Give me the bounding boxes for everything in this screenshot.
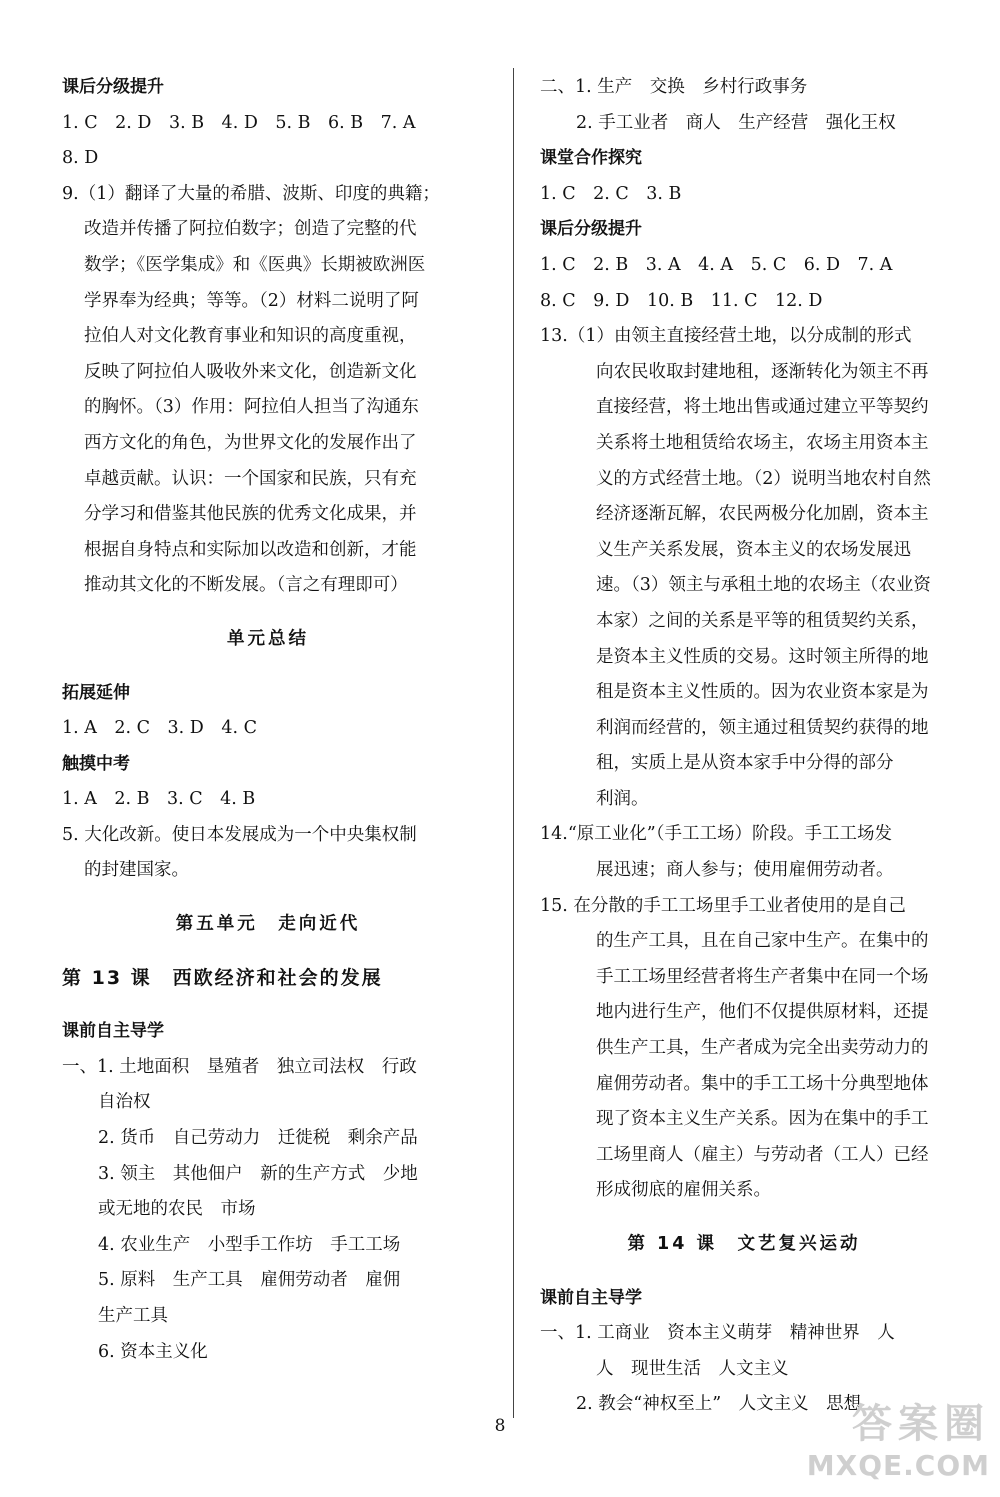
text-line: 人 现世生活 人文主义 — [596, 1358, 789, 1379]
column-divider — [513, 68, 514, 1418]
text-line: 5. 大化改新。使日本发展成为一个中央集权制 — [62, 824, 417, 845]
text-line: 2. 货币 自己劳动力 迁徙税 剩余产品 — [98, 1128, 418, 1149]
text-line: 推动其文化的不断发展。（言之有理即可） — [84, 575, 408, 596]
text-line: 经济逐渐瓦解，农民两极分化加剧，资本主 — [596, 504, 929, 525]
text-line: 利润。 — [596, 788, 649, 809]
section-heading: 拓展延伸 — [62, 682, 130, 703]
text-line: 拉伯人对文化教育事业和知识的高度重视， — [84, 326, 417, 347]
section-heading: 课前自主导学 — [540, 1287, 642, 1308]
text-line: 1. C 2. C 3. B — [540, 183, 682, 204]
text-line: 1. A 2. C 3. D 4. C — [62, 718, 257, 739]
text-line: 1. C 2. D 3. B 4. D 5. B 6. B 7. A — [62, 112, 416, 133]
section-heading: 课堂合作探究 — [540, 148, 642, 169]
text-line: 租，实质上是从资本家手中分得的部分 — [596, 753, 894, 774]
text-line: 现了资本主义生产关系。因为在集中的手工 — [596, 1109, 929, 1130]
watermark-logo — [800, 1400, 990, 1492]
right-column — [540, 70, 948, 1423]
text-line: 3. 领主 其他佃户 新的生产方式 少地 — [98, 1163, 418, 1184]
text-line: 4. 农业生产 小型手工作坊 手工工场 — [98, 1234, 401, 1255]
section-heading: 课前自主导学 — [62, 1021, 164, 1042]
section-heading: 课后分级提升 — [540, 219, 642, 240]
text-line: 或无地的农民 市场 — [98, 1199, 256, 1220]
spacer — [62, 889, 474, 907]
spacer — [540, 1209, 948, 1227]
text-line: 的胸怀。（3）作用：阿拉伯人担当了沟通东 — [84, 397, 419, 418]
text-line: 手工工场里经营者将生产者集中在同一个场 — [596, 966, 929, 987]
watermark-title: 答案圈 — [852, 1401, 990, 1447]
text-line: 15. 在分散的手工工场里手工业者使用的是自己 — [540, 895, 906, 916]
text-line: 1. C 2. B 3. A 4. A 5. C 6. D 7. A — [540, 254, 893, 275]
text-line: 地内进行生产，他们不仅提供原材料，还提 — [596, 1002, 929, 1023]
section-heading: 课后分级提升 — [62, 77, 164, 97]
text-line: 西方文化的角色，为世界文化的发展作出了 — [84, 432, 417, 453]
spacer — [540, 1263, 948, 1281]
watermark-url: MXQE.COM — [806, 1449, 990, 1482]
text-line: 的生产工具，且在自己家中生产。在集中的 — [596, 931, 929, 952]
text-line: 形成彻底的雇佣关系。 — [596, 1180, 771, 1201]
text-line: 分学习和借鉴其他民族的优秀文化成果，并 — [84, 504, 417, 525]
page-number: 8 — [494, 1416, 506, 1436]
text-line: 义的方式经营土地。（2）说明当地农村自然 — [596, 468, 931, 489]
text-line: 9.（1）翻译了大量的希腊、波斯、印度的典籍； — [62, 183, 440, 204]
text-line: 5. 原料 生产工具 雇佣劳动者 雇佣 — [98, 1270, 401, 1291]
text-line: 6. 资本主义化 — [98, 1341, 208, 1362]
section-heading: 第 14 课 文艺复兴运动 — [627, 1234, 861, 1254]
left-column — [62, 70, 474, 1370]
text-line: 展迅速；商人参与；使用雇佣劳动者。 — [596, 860, 894, 881]
text-line: 雇佣劳动者。集中的手工工场十分典型地体 — [596, 1073, 929, 1094]
text-line: 义生产关系发展，资本主义的农场发展迅 — [596, 539, 911, 560]
text-line: 一、1. 工商业 资本主义萌芽 精神世界 人 — [540, 1323, 895, 1344]
text-line: 租是资本主义性质的。因为农业资本家是为 — [596, 682, 929, 703]
text-line: 供生产工具，生产者成为完全出卖劳动力的 — [596, 1038, 929, 1059]
text-line: 自治权 — [98, 1092, 151, 1113]
text-line: 改造并传播了阿拉伯数字；创造了完整的代 — [84, 219, 417, 240]
text-line: 根据自身特点和实际加以改造和创新，才能 — [84, 539, 417, 560]
text-line: 一、1. 土地面积 垦殖者 独立司法权 行政 — [62, 1056, 417, 1077]
text-line: 8. D — [62, 148, 99, 169]
text-line: 的封建国家。 — [84, 860, 189, 881]
section-heading: 单元总结 — [227, 628, 309, 649]
text-line: 1. A 2. B 3. C 4. B — [62, 789, 256, 810]
spacer — [62, 996, 474, 1014]
text-line: 是资本主义性质的交易。这时领主所得的地 — [596, 646, 929, 667]
spacer — [62, 658, 474, 676]
spacer — [62, 604, 474, 622]
section-heading: 触摸中考 — [62, 753, 130, 774]
text-line: 生产工具 — [98, 1306, 168, 1326]
text-line: 直接经营，将土地出售或通过建立平等契约 — [596, 397, 929, 418]
text-line: 本家）之间的关系是平等的租赁契约关系， — [596, 610, 929, 631]
text-line: 利润而经营的，领主通过租赁契约获得的地 — [596, 717, 929, 738]
text-line: 速。（3）领主与承租土地的农场主（农业资 — [596, 575, 931, 596]
text-line: 反映了阿拉伯人吸收外来文化，创造新文化 — [84, 361, 417, 382]
text-line: 二、1. 生产 交换 乡村行政事务 — [540, 77, 808, 97]
text-line: 8. C 9. D 10. B 11. C 12. D — [540, 290, 823, 311]
spacer — [62, 943, 474, 961]
text-line: 关系将土地租赁给农场主，农场主用资本主 — [596, 432, 929, 453]
text-line: 2. 教会“神权至上” 人文主义 思想 — [576, 1394, 862, 1415]
text-line: 学界奉为经典；等等。（2）材料二说明了阿 — [84, 290, 419, 311]
text-line: 工场里商人（雇主）与劳动者（工人）已经 — [596, 1144, 929, 1165]
section-heading: 第 13 课 西欧经济和社会的发展 — [62, 966, 383, 989]
text-line: 13.（1）由领主直接经营土地，以分成制的形式 — [540, 326, 912, 347]
text-line: 向农民收取封建地租，逐渐转化为领主不再 — [596, 361, 929, 382]
text-line: 2. 手工业者 商人 生产经营 强化王权 — [576, 112, 896, 133]
section-heading: 第五单元 走向近代 — [175, 914, 361, 935]
text-line: 14.“原工业化”（手工工场）阶段。手工工场发 — [540, 824, 892, 845]
text-line: 数学；《医学集成》和《医典》长期被欧洲医 — [84, 254, 426, 275]
text-line: 卓越贡献。认识：一个国家和民族，只有充 — [84, 468, 417, 489]
